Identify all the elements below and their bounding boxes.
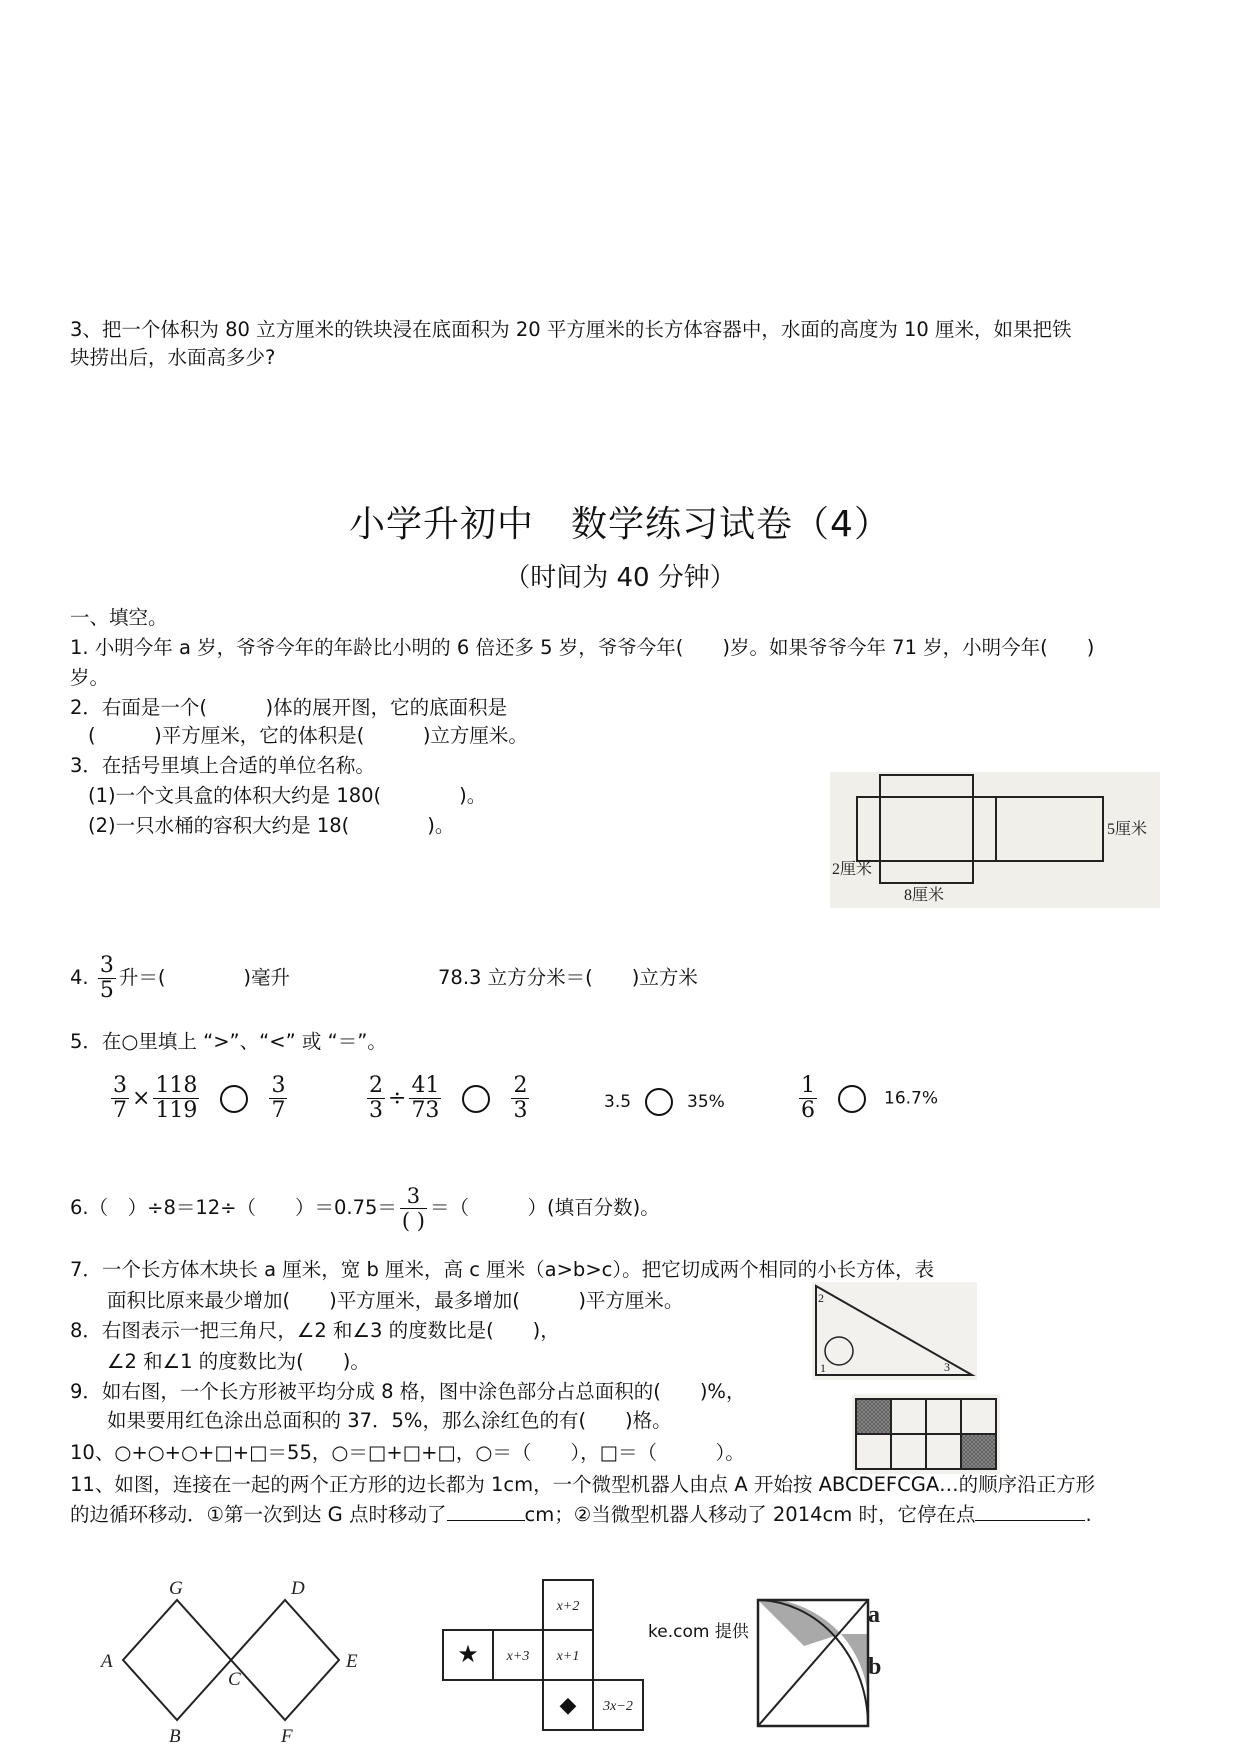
cube-face-1: x+2	[556, 1599, 580, 1614]
answer-blank-2[interactable]	[975, 1498, 1085, 1521]
q2-line1: 2．右面是一个( )体的展开图，它的底面积是	[70, 696, 508, 719]
region-b-label: b	[868, 1654, 882, 1680]
q2-line2: ( )平方厘米，它的体积是( )立方厘米。	[88, 724, 528, 747]
q5-a-den2: 119	[155, 1098, 198, 1123]
q4-frac-den: 5	[99, 978, 114, 1003]
q5-a-num1: 3	[113, 1073, 127, 1098]
cuboid-net-figure	[830, 772, 1160, 908]
q4-part2: 78.3 立方分米＝( )立方米	[438, 966, 698, 989]
q5-a-num2: 118	[155, 1073, 198, 1098]
angle-3-label: 3	[944, 1360, 950, 1374]
point-g: G	[169, 1578, 183, 1599]
shaded-cell	[856, 1399, 891, 1434]
q6-row	[70, 1178, 660, 1238]
shaded-grid-figure	[852, 1394, 1000, 1474]
section-heading: 一、填空。	[70, 606, 168, 629]
point-b: B	[169, 1726, 181, 1747]
q11-line1: 11、如图，连接在一起的两个正方形的边长都为 1cm，一个微型机器人由点 A 开始按 ABCDEFCGA…的顺序沿正方形	[70, 1473, 1096, 1496]
q7-line2: 面积比原来最少增加( )平方厘米，最多增加( )平方厘米。	[107, 1289, 684, 1312]
q11-line2-period: .	[1085, 1503, 1092, 1526]
q6-part1: 6.（ ）÷8＝12÷（ ）＝0.75＝	[70, 1196, 397, 1219]
q8-line2: ∠2 和∠1 的度数比为( )。	[107, 1350, 370, 1373]
q5-c-right: 35%	[687, 1092, 725, 1112]
point-a: A	[101, 1651, 113, 1672]
q9-line1: 9．如右图，一个长方形被平均分成 8 格，图中涂色部分占总面积的( )%，	[70, 1380, 746, 1403]
page-subtitle: （时间为 40 分钟）	[504, 563, 736, 593]
q4-frac-num: 3	[99, 953, 114, 978]
q6-frac-num: 3	[400, 1184, 427, 1209]
q1-line1: 1. 小明今年 a 岁，爷爷今年的年龄比小明的 6 倍还多 5 岁，爷爷今年( )岁。如果爷爷今年 71 岁，小明今年( )	[70, 636, 1095, 659]
answer-blank-1[interactable]	[447, 1498, 525, 1521]
q5-b-den1: 3	[369, 1098, 383, 1123]
q5-expr-d	[796, 1074, 938, 1123]
q5-d-num: 1	[801, 1073, 815, 1098]
q1-line2: 岁。	[70, 666, 110, 689]
q11-line2-part1: 的边循环移动．①第一次到达 G 点时移动了	[70, 1503, 447, 1526]
times-sign: ×	[132, 1086, 151, 1111]
cube-face-4: 3x−2	[603, 1699, 633, 1714]
compare-circle-a[interactable]	[220, 1085, 248, 1113]
prev-question-line2: 块捞出后，水面高多少?	[70, 346, 276, 369]
q6-part2: ＝（ ）(填百分数)。	[429, 1196, 660, 1219]
point-d: D	[291, 1578, 305, 1599]
quarter-circle-figure	[754, 1594, 882, 1734]
cube-face-2: x+3	[506, 1649, 530, 1664]
q5-d-den: 6	[801, 1098, 815, 1123]
cube-net-figure	[440, 1578, 652, 1740]
q4-fraction	[98, 954, 116, 1003]
q11-line2	[70, 1498, 1092, 1531]
q5-b-num1: 2	[369, 1073, 383, 1098]
q5-a-den3: 7	[271, 1098, 286, 1123]
region-a-label: a	[868, 1602, 880, 1628]
q10-line1: 10、○+○+○+□+□＝55，○＝□+□+□，○＝（ ），□＝（ ）。	[70, 1441, 745, 1464]
diamond-icon: ◆	[559, 1692, 577, 1717]
cube-face-3: x+1	[556, 1649, 580, 1664]
angle-2-label: 2	[818, 1291, 824, 1305]
q4-part1: 升＝( )毫升	[118, 966, 291, 989]
two-squares-figure	[95, 1570, 385, 1750]
q5-c-left: 3.5	[604, 1092, 632, 1112]
page-title: 小学升初中 数学练习试卷（4）	[349, 504, 891, 545]
prev-question-line1: 3、把一个体积为 80 立方厘米的铁块浸在底面积为 20 平方厘米的长方体容器中，水面的高度为 10 厘米，如果把铁	[70, 318, 1072, 341]
q5-b-den3: 3	[513, 1098, 528, 1123]
q5-expr-a	[108, 1074, 290, 1123]
point-c: C	[228, 1669, 241, 1690]
watermark-text: ke.com 提供	[648, 1622, 749, 1642]
q9-line2: 如果要用红色涂出总面积的 37．5%，那么涂红色的有( )格。	[107, 1409, 672, 1432]
q4-row	[70, 950, 290, 1006]
q5-expr-b	[364, 1074, 532, 1123]
angle-1-label: 1	[820, 1361, 826, 1375]
q5-b-num2: 41	[411, 1073, 440, 1098]
net-label-8cm: 8厘米	[904, 887, 945, 904]
q5-expr-c	[604, 1088, 725, 1116]
q7-line1: 7．一个长方体木块长 a 厘米，宽 b 厘米，高 c 厘米（a>b>c）。把它切成两个相同的小长方体，表	[70, 1258, 935, 1281]
q5-a-num3: 3	[271, 1073, 286, 1098]
q8-line1: 8．右图表示一把三角尺，∠2 和∠3 的度数比是( )，	[70, 1319, 560, 1342]
q5-b-num3: 2	[513, 1073, 528, 1098]
compare-circle-c[interactable]	[645, 1088, 673, 1116]
q6-frac-den: ( )	[401, 1209, 425, 1233]
compare-circle-b[interactable]	[462, 1085, 490, 1113]
compare-circle-d[interactable]	[838, 1085, 866, 1113]
q5-d-right: 16.7%	[884, 1088, 939, 1109]
shaded-cell	[961, 1434, 996, 1469]
q3-line3: (2)一只水桶的容积大约是 18( )。	[88, 814, 455, 837]
point-f: F	[281, 1726, 293, 1747]
q4-number: 4.	[70, 966, 89, 989]
set-square-figure	[812, 1282, 977, 1380]
q5-a-den1: 7	[113, 1098, 127, 1123]
net-label-5cm: 5厘米	[1107, 821, 1148, 838]
q3-line1: 3．在括号里填上合适的单位名称。	[70, 754, 375, 777]
q5-b-den2: 73	[411, 1098, 440, 1123]
divide-sign: ÷	[388, 1086, 407, 1111]
q5-line1: 5．在○里填上 “>”、“<” 或 “＝”。	[70, 1030, 387, 1053]
q11-line2-part2: cm；②当微型机器人移动了 2014cm 时，它停在点	[524, 1503, 976, 1526]
point-e: E	[346, 1651, 358, 1672]
q3-line2: (1)一个文具盒的体积大约是 180( )。	[88, 784, 487, 807]
star-icon: ★	[457, 1642, 479, 1668]
net-label-2cm: 2厘米	[832, 861, 873, 878]
